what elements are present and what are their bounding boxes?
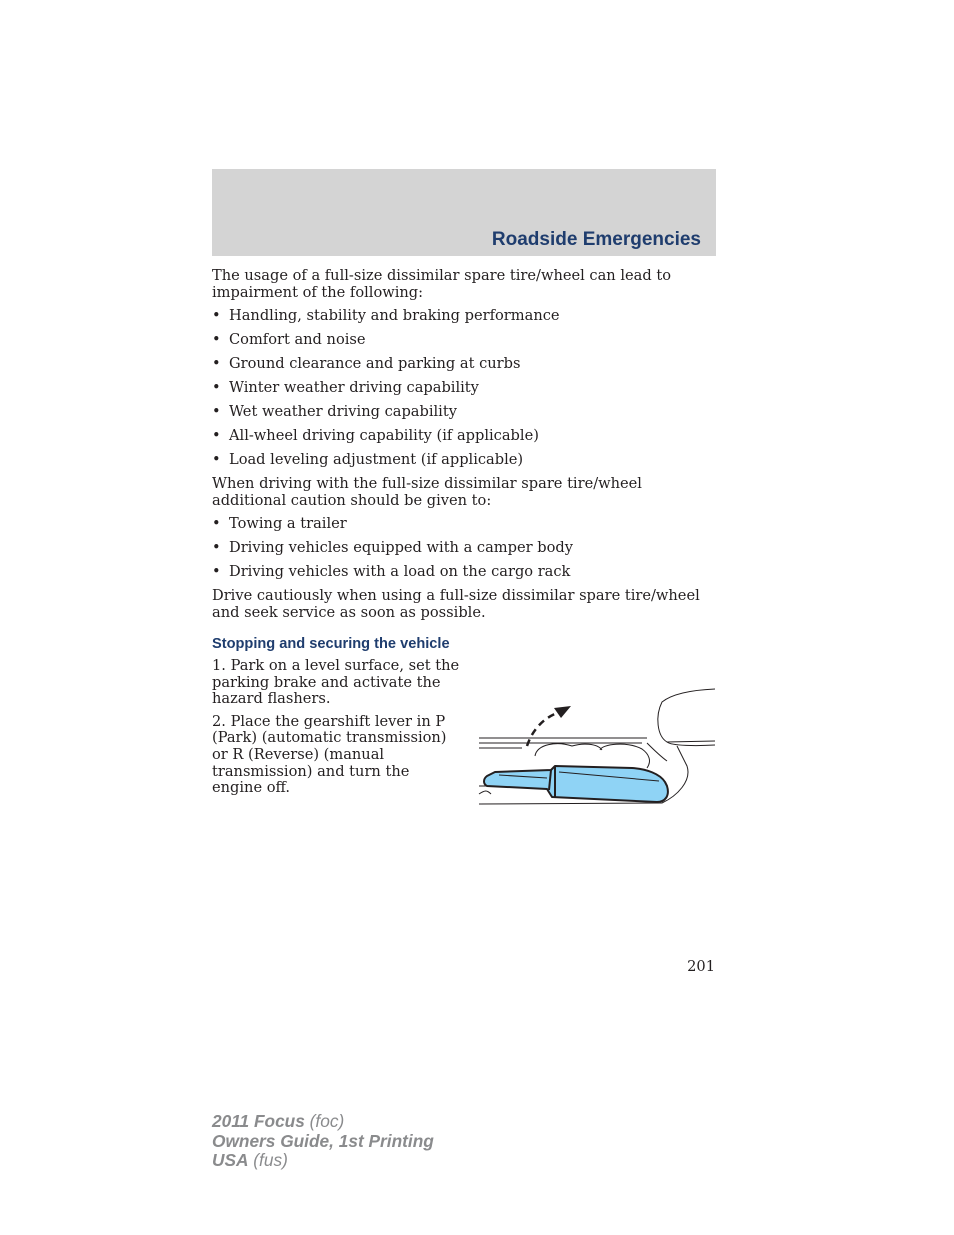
list-item: • All-wheel driving capability (if applicable) [212, 427, 539, 445]
closing-paragraph: Drive cautiously when using a full-size dissimilar spare tire/wheel and seek service as soon as possible. [212, 587, 700, 621]
bullet-icon: • [212, 307, 221, 325]
steps-list [212, 658, 460, 797]
list-item: • Winter weather driving capability [212, 379, 479, 397]
list-item: • Towing a trailer [212, 515, 347, 533]
parking-brake-lever-icon [477, 686, 717, 814]
subsection-heading: Stopping and securing the vehicle [212, 636, 450, 653]
section-title: Roadside Emergencies [491, 229, 701, 250]
bullet-icon: • [212, 331, 221, 349]
list-item: • Load leveling adjustment (if applicable) [212, 451, 524, 469]
section-header-band [212, 169, 716, 256]
bullet-icon: • [212, 515, 221, 533]
bullet-icon: • [212, 403, 221, 421]
bullet-icon: • [212, 563, 221, 581]
bullet-icon: • [212, 427, 221, 445]
bullet-icon: • [212, 379, 221, 397]
list-item: • Driving vehicles equipped with a camper body [212, 539, 573, 557]
step-item: 1. Park on a level surface, set the parking brake and activate the hazard flashers. [212, 657, 460, 708]
list-item: • Wet weather driving capability [212, 403, 457, 421]
bullet-icon: • [212, 539, 221, 557]
page-number: 201 [687, 958, 715, 975]
caution-list [212, 516, 716, 581]
impairment-list [212, 308, 716, 469]
step-item: 2. Place the gearshift lever in P (Park) (automatic transmission) or R (Reverse) (manual transmission) and turn the engine off. [212, 712, 447, 797]
intro-paragraph: The usage of a full-size dissimilar spare tire/wheel can lead to impairment of the following: [212, 267, 671, 301]
list-item: • Handling, stability and braking performance [212, 307, 560, 325]
list-item: • Driving vehicles with a load on the cargo rack [212, 563, 571, 581]
bullet-icon: • [212, 355, 221, 373]
footer-imprint: 2011 Focus (foc) Owners Guide, 1st Printing USA (fus) [212, 1111, 434, 1170]
caution-paragraph: When driving with the full-size dissimilar spare tire/wheel additional caution should be given to: [212, 475, 642, 509]
list-item: • Ground clearance and parking at curbs [212, 355, 521, 373]
list-item: • Comfort and noise [212, 331, 366, 349]
bullet-icon: • [212, 451, 221, 469]
